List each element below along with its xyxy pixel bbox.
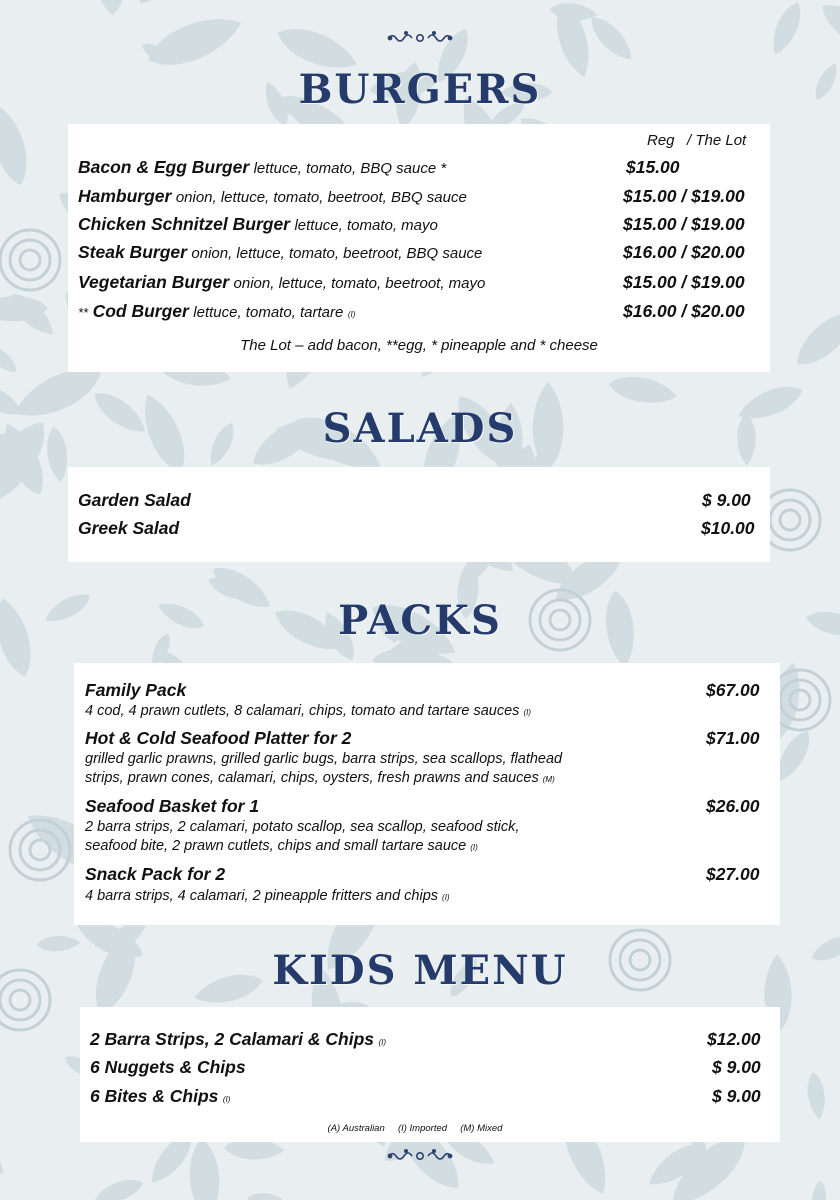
item-name: 6 Nuggets & Chips: [90, 1057, 246, 1077]
item-price: $15.00 / $19.00: [623, 214, 745, 234]
item-price: $ 9.00: [702, 490, 751, 510]
origin-legend: (A) Australian (I) Imported (M) Mixed: [327, 1123, 503, 1134]
description-line: 2 barra strips, 2 calamari, potato scallop, sea scallop, seafood stick,: [85, 819, 520, 835]
item-description: onion, lettuce, tomato, beetroot, mayo: [233, 275, 486, 292]
salads-heading: SALADS: [322, 405, 518, 452]
origin-code: (I): [470, 843, 478, 852]
description-line: seafood bite, 2 prawn cutlets, chips and small tartare sauce: [85, 838, 467, 854]
bottom-flourish-icon: [0, 1146, 840, 1171]
description-line: strips, prawn cones, calamari, chips, oysters, fresh prawns and sauces: [85, 770, 539, 786]
origin-code: (I): [523, 708, 532, 717]
origin-code: (I): [442, 893, 450, 902]
item-description: [85, 887, 450, 907]
item-price: $16.00 / $20.00: [623, 242, 745, 262]
burgers-panel: [68, 124, 770, 372]
item-name: 6 Bites & Chips: [90, 1086, 219, 1106]
item-name: Seafood Basket for 1: [85, 796, 260, 816]
item-price: $ 9.00: [712, 1086, 761, 1106]
item-name: Cod Burger: [92, 301, 189, 321]
origin-code: (I): [222, 1095, 231, 1104]
item-price: $10.00: [701, 518, 755, 538]
item-price: $27.00: [706, 864, 760, 884]
origin-code: (M): [542, 775, 555, 784]
kids-panel: [80, 1007, 780, 1142]
item-price: $12.00: [707, 1029, 761, 1049]
packs-panel: [74, 663, 780, 925]
item-description: [85, 750, 562, 789]
burgers-heading: BURGERS: [298, 66, 542, 113]
item-name: Snack Pack for 2: [85, 864, 226, 884]
origin-code: (I): [378, 1038, 387, 1047]
item-description: [85, 702, 531, 722]
packs-heading: PACKS: [338, 597, 502, 644]
salads-panel: [68, 467, 770, 562]
item-price: $67.00: [706, 680, 760, 700]
top-flourish-icon: [0, 28, 840, 53]
origin-code: (I): [347, 310, 356, 319]
item-price: $ 9.00: [712, 1057, 761, 1077]
item-name: Greek Salad: [78, 518, 180, 538]
item-description: onion, lettuce, tomato, beetroot, BBQ sauce: [191, 245, 483, 262]
item-price: $16.00 / $20.00: [623, 301, 745, 321]
item-name: Garden Salad: [78, 490, 191, 510]
item-name: Family Pack: [85, 680, 187, 700]
item-price: $15.00 / $19.00: [623, 272, 745, 292]
item-prefix: **: [78, 305, 89, 320]
item-price: $26.00: [706, 796, 760, 816]
description-line: 4 cod, 4 prawn cutlets, 8 calamari, chips, tomato and tartare sauces: [85, 703, 520, 719]
item-description: lettuce, tomato, mayo: [294, 217, 438, 234]
item-price: $71.00: [706, 728, 760, 748]
item-name: Hot & Cold Seafood Platter for 2: [85, 728, 352, 748]
description-line: 4 barra strips, 4 calamari, 2 pineapple fritters and chips: [85, 888, 439, 904]
item-name: 2 Barra Strips, 2 Calamari & Chips: [90, 1029, 374, 1049]
item-description: [85, 818, 519, 857]
item-name: Steak Burger: [78, 242, 187, 262]
item-description: onion, lettuce, tomato, beetroot, BBQ sauce: [175, 189, 467, 206]
description-line: grilled garlic prawns, grilled garlic bugs, barra strips, sea scallops, flathead: [85, 751, 563, 767]
item-name: Bacon & Egg Burger: [78, 157, 250, 177]
item-description: lettuce, tomato, BBQ sauce *: [253, 160, 447, 177]
item-description: lettuce, tomato, tartare: [193, 304, 344, 321]
item-name: Hamburger: [78, 186, 172, 206]
kids-menu-heading: KIDS MENU: [272, 947, 568, 994]
item-price: $15.00 / $19.00: [623, 186, 745, 206]
price-column-header: Reg / The Lot: [647, 132, 747, 149]
item-price: $15.00: [626, 157, 680, 177]
burgers-note: The Lot – add bacon, **egg, * pineapple and * cheese: [240, 337, 598, 354]
item-name: Vegetarian Burger: [78, 272, 230, 292]
item-name: Chicken Schnitzel Burger: [78, 214, 290, 234]
